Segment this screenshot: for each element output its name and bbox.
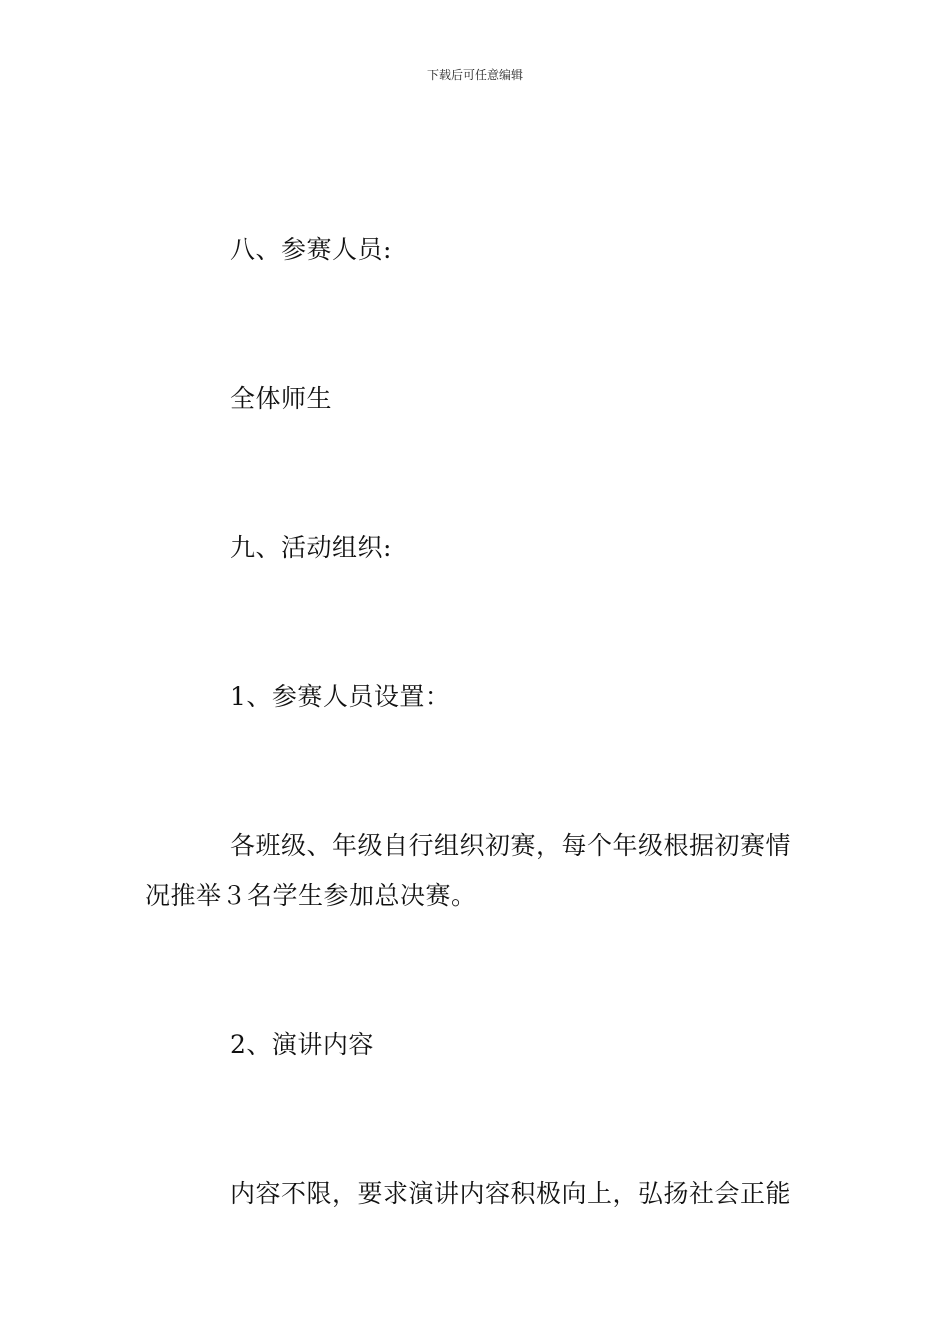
paragraph-participants: 全体师生	[230, 384, 333, 413]
page-header: 下载后可任意编辑	[426, 68, 523, 82]
section-heading-participants: 八、参赛人员:	[230, 235, 392, 264]
subheading-participant-setup: 1、参赛人员设置：	[230, 682, 451, 711]
subheading-speech-content: 2、演讲内容	[230, 1030, 374, 1059]
paragraph-content-line-1: 内容不限，要求演讲内容积极向上，弘扬社会正能	[230, 1179, 792, 1208]
section-heading-organization: 九、活动组织:	[230, 533, 392, 562]
paragraph-setup-line-1: 各班级、年级自行组织初赛，每个年级根据初赛情	[230, 831, 792, 860]
paragraph-setup-line-2: 况推举３名学生参加总决赛。	[145, 881, 477, 910]
